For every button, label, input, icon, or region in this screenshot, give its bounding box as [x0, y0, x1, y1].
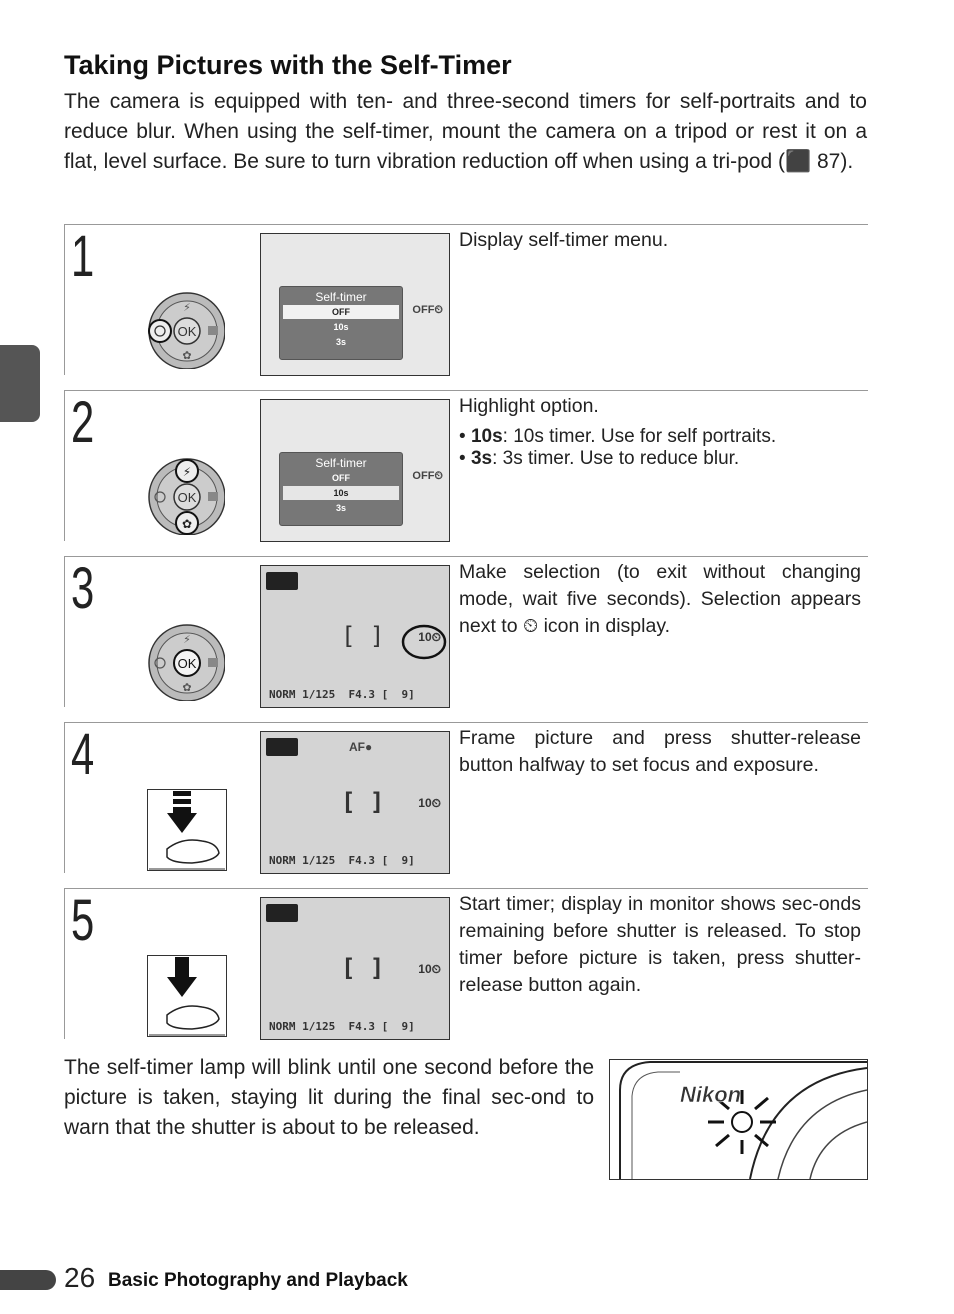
menu-title: Self-timer	[315, 456, 367, 470]
menu-item-off[interactable]: OFF	[332, 473, 350, 483]
menu-item-off[interactable]: OFF	[283, 305, 399, 319]
camera-mode-icon	[266, 904, 298, 922]
step-text	[459, 725, 861, 779]
step-number: 2	[71, 390, 95, 455]
option-key: 3s	[470, 448, 493, 469]
self-timer-indicator: 10⏲	[418, 796, 441, 810]
focus-brackets: [ ]	[341, 622, 385, 650]
self-timer-menu	[279, 286, 403, 360]
step-description: Highlight option.	[459, 395, 599, 417]
option-list	[459, 426, 861, 470]
camera-mode-icon	[266, 572, 298, 590]
monitor-screen	[260, 565, 450, 708]
self-timer-indicator: 10⏲	[418, 630, 441, 644]
camera-mode-icon	[266, 738, 298, 756]
brand-logo: Nikon	[680, 1082, 742, 1107]
self-timer-menu	[279, 452, 403, 526]
step-number: 4	[71, 722, 95, 787]
footer-bar	[0, 1270, 56, 1290]
monitor-screen	[260, 399, 450, 542]
monitor-screen	[260, 233, 450, 376]
page-title: Taking Pictures with the Self-Timer	[64, 50, 512, 80]
step-text	[459, 227, 861, 254]
af-indicator: AF●	[349, 740, 373, 754]
page-number: 26	[64, 1262, 96, 1293]
monitor-screen	[260, 897, 450, 1040]
step-number: 3	[71, 556, 95, 621]
multi-selector-updown-icon	[145, 455, 225, 540]
svg-text:✿: ✿	[182, 682, 192, 694]
focus-brackets: [ ]	[341, 954, 385, 982]
shutter-half-press-icon	[147, 789, 227, 876]
step-description: Start timer; display in monitor shows sec-onds remaining before shutter is released. To stop timer before picture is taken, press shutter-release button again.	[459, 893, 861, 996]
option-key: 10s	[470, 426, 503, 447]
self-timer-indicator: 10⏲	[418, 962, 441, 976]
menu-item-10s[interactable]: 10s	[333, 322, 349, 332]
menu-item-10s[interactable]: 10s	[283, 486, 399, 500]
ok-button-icon	[145, 621, 225, 706]
closing-paragraph: The self-timer lamp will blink until one second before the picture is taken, staying lit during the final sec-ond to warn that the shutter is about to be released.	[64, 1056, 594, 1139]
option-desc: : 10s timer. Use for self portraits.	[502, 426, 777, 447]
shooting-info: NORM 1/125 F4.3 [ 9]	[269, 688, 415, 701]
step-description: Display self-timer menu.	[459, 229, 669, 251]
svg-text:⚡: ⚡	[183, 302, 191, 314]
shutter-full-press-icon	[147, 955, 227, 1042]
section-tab	[0, 345, 40, 422]
menu-title: Self-timer	[315, 290, 367, 304]
highlight-circle	[401, 624, 447, 660]
step-number: 5	[71, 888, 95, 953]
menu-item-3s[interactable]: 3s	[335, 337, 346, 347]
focus-brackets: [ ]	[341, 788, 385, 816]
shooting-info: NORM 1/125 F4.3 [ 9]	[269, 854, 415, 867]
shooting-info: NORM 1/125 F4.3 [ 9]	[269, 1020, 415, 1033]
svg-text:OK: OK	[177, 656, 197, 671]
step-text	[459, 891, 861, 999]
step-1	[64, 224, 868, 375]
step-text	[459, 393, 861, 470]
step-description: Make selection (to exit without changing mode, wait five seconds). Selection appears next to ⏲ icon in display.	[459, 561, 861, 637]
intro-paragraph: The camera is equipped with ten- and three-second timers for self-portraits and to reduce blur. When using the self-timer, mount the camera on a tripod or rest it on a flat, level surface. Be sure to turn vibration reduction off when using a tri-pod (⬛ 87).	[64, 90, 867, 173]
self-timer-lamp-photo	[609, 1059, 868, 1180]
step-text	[459, 559, 861, 640]
option-desc: : 3s timer. Use to reduce blur.	[492, 448, 740, 469]
multi-selector-left-icon	[145, 289, 225, 374]
svg-text:⚡: ⚡	[182, 465, 192, 479]
svg-text:⚡: ⚡	[183, 634, 191, 646]
option-10s: • 10s: 10s timer. Use for self portraits.	[459, 426, 777, 447]
timer-mode-icon: OFF⏲	[412, 470, 443, 482]
svg-text:✿: ✿	[181, 517, 193, 531]
menu-item-3s[interactable]: 3s	[335, 503, 346, 513]
section-label: Basic Photography and Playback	[108, 1270, 408, 1291]
step-3	[64, 556, 868, 707]
monitor-screen	[260, 731, 450, 874]
svg-text:✿: ✿	[182, 350, 192, 362]
step-4	[64, 722, 868, 873]
step-description: Frame picture and press shutter-release button halfway to set focus and exposure.	[459, 727, 861, 776]
step-5	[64, 888, 868, 1039]
option-3s: • 3s: 3s timer. Use to reduce blur.	[459, 448, 740, 469]
svg-text:OK: OK	[177, 490, 197, 505]
step-2	[64, 390, 868, 541]
step-number: 1	[71, 224, 95, 289]
svg-text:OK: OK	[177, 324, 197, 339]
timer-mode-icon: OFF⏲	[412, 304, 443, 316]
